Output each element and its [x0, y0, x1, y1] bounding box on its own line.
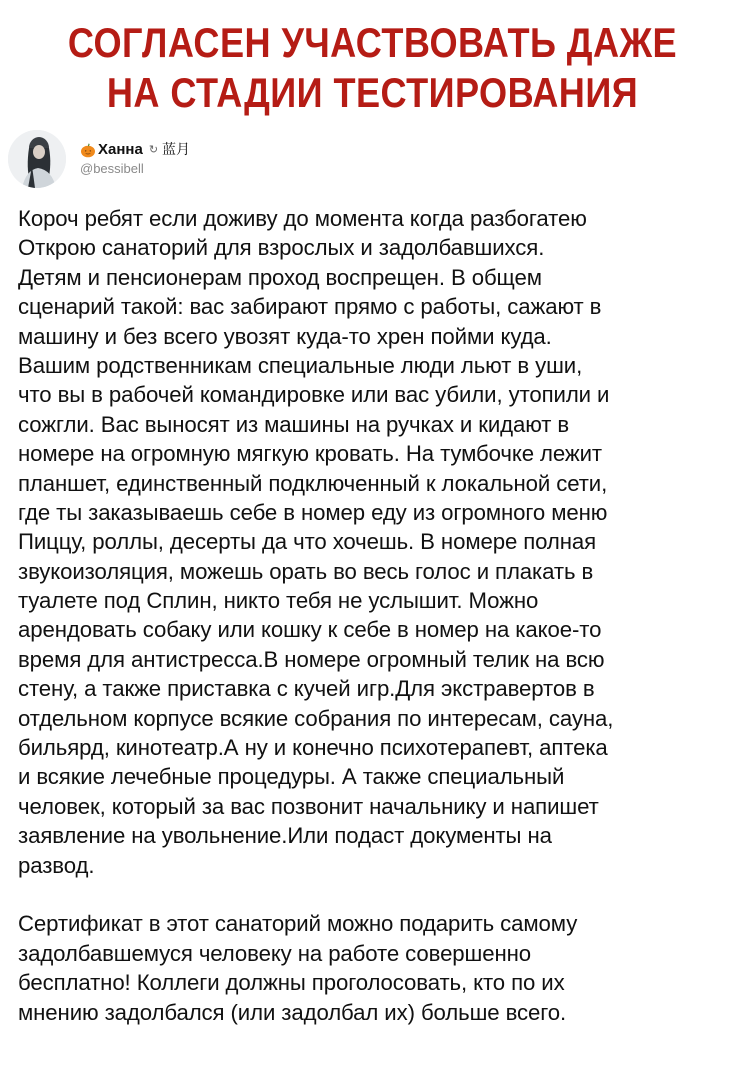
avatar[interactable]: [8, 130, 66, 188]
tweet-text-line: заявление на увольнение.Или подаст документы на: [18, 823, 552, 849]
tweet-text-line: человек, который за вас позвонит начальнику и напишет: [18, 793, 599, 819]
tweet-text-line: Пиццу, роллы, десерты да что хочешь. В номере полная: [18, 529, 597, 555]
user-block: [80, 140, 190, 178]
tweet-text-line: что вы в рабочей командировке или вас убили, утопили и: [18, 382, 610, 408]
tweet-text-line: машину и без всего увозят куда-то хрен пойми куда.: [18, 323, 552, 349]
tweet-text-line: бильярд, кинотеатр.А ну и конечно психотерапевт, аптека: [18, 735, 608, 761]
tweet-text-line: задолбавшемуся человеку на работе совершенно: [18, 940, 532, 966]
display-name-line[interactable]: [80, 140, 190, 160]
display-name-suffix: 蓝月: [162, 142, 191, 158]
tweet-text-line: планшет, единственный подключенный к локальной сети,: [18, 470, 608, 496]
tweet-text-line: туалете под Сплин, никто тебя не услышит. Можно: [18, 588, 539, 614]
tweet-text-line: где ты заказываешь себе в номер еду из огромного меню: [18, 499, 608, 525]
tweet-text-line: и всякие лечебные процедуры. А также специальный: [18, 764, 565, 790]
tweet-header: [8, 128, 190, 190]
tweet-text-line: [18, 880, 733, 909]
tweet-text-line: Короч ребят если доживу до момента когда разбогатею: [18, 206, 587, 231]
tweet-text-line: арендовать собаку или кошку к себе в номер на какое-то: [18, 617, 602, 643]
tweet-text-line: Сертификат в этот санаторий можно подарить самому: [18, 911, 578, 937]
tweet-text-line: звукоизоляция, можешь орать во весь голос и плакать в: [18, 558, 594, 584]
display-name: Ханна: [98, 141, 143, 158]
headline: [52, 18, 693, 118]
tweet-text-line: Вашим родственникам специальные люди льют в уши,: [18, 352, 583, 378]
tweet-text-line: сожгли. Вас выносят из машины на ручках и кидают в: [18, 411, 570, 437]
tweet-text-line: мнению задолбался (или задолбал их) больше всего.: [18, 999, 567, 1025]
tweet-text: [18, 204, 733, 1027]
tweet-text-line: время для антистресса.В номере огромный телик на всю: [18, 646, 605, 672]
tweet-text-line: развод.: [18, 852, 95, 878]
tweet-text-line: Детям и пенсионерам проход воспрещен. В общем: [18, 264, 542, 290]
pumpkin-icon: [80, 142, 96, 158]
tweet-text-line: отдельном корпусе всякие собрания по интересам, сауна,: [18, 705, 614, 731]
tweet-text-line: номере на огромную мягкую кровать. На тумбочке лежит: [18, 441, 602, 467]
headline-line-2: НА СТАДИИ ТЕСТИРОВАНИЯ: [106, 69, 639, 116]
headline-line-1: СОГЛАСЕН УЧАСТВОВАТЬ ДАЖЕ: [67, 19, 678, 66]
avatar-image: [8, 130, 66, 188]
user-handle[interactable]: @bessibell: [80, 161, 144, 176]
tweet-text-line: стену, а также приставка с кучей игр.Для экстравертов в: [18, 676, 595, 702]
tweet-text-line: Открою санаторий для взрослых и задолбавшихся.: [18, 235, 545, 261]
link-icon: ↻: [148, 144, 159, 156]
tweet-text-line: сценарий такой: вас забирают прямо с работы, сажают в: [18, 294, 602, 320]
tweet-text-line: бесплатно! Коллеги должны проголосовать, кто по их: [18, 970, 565, 996]
